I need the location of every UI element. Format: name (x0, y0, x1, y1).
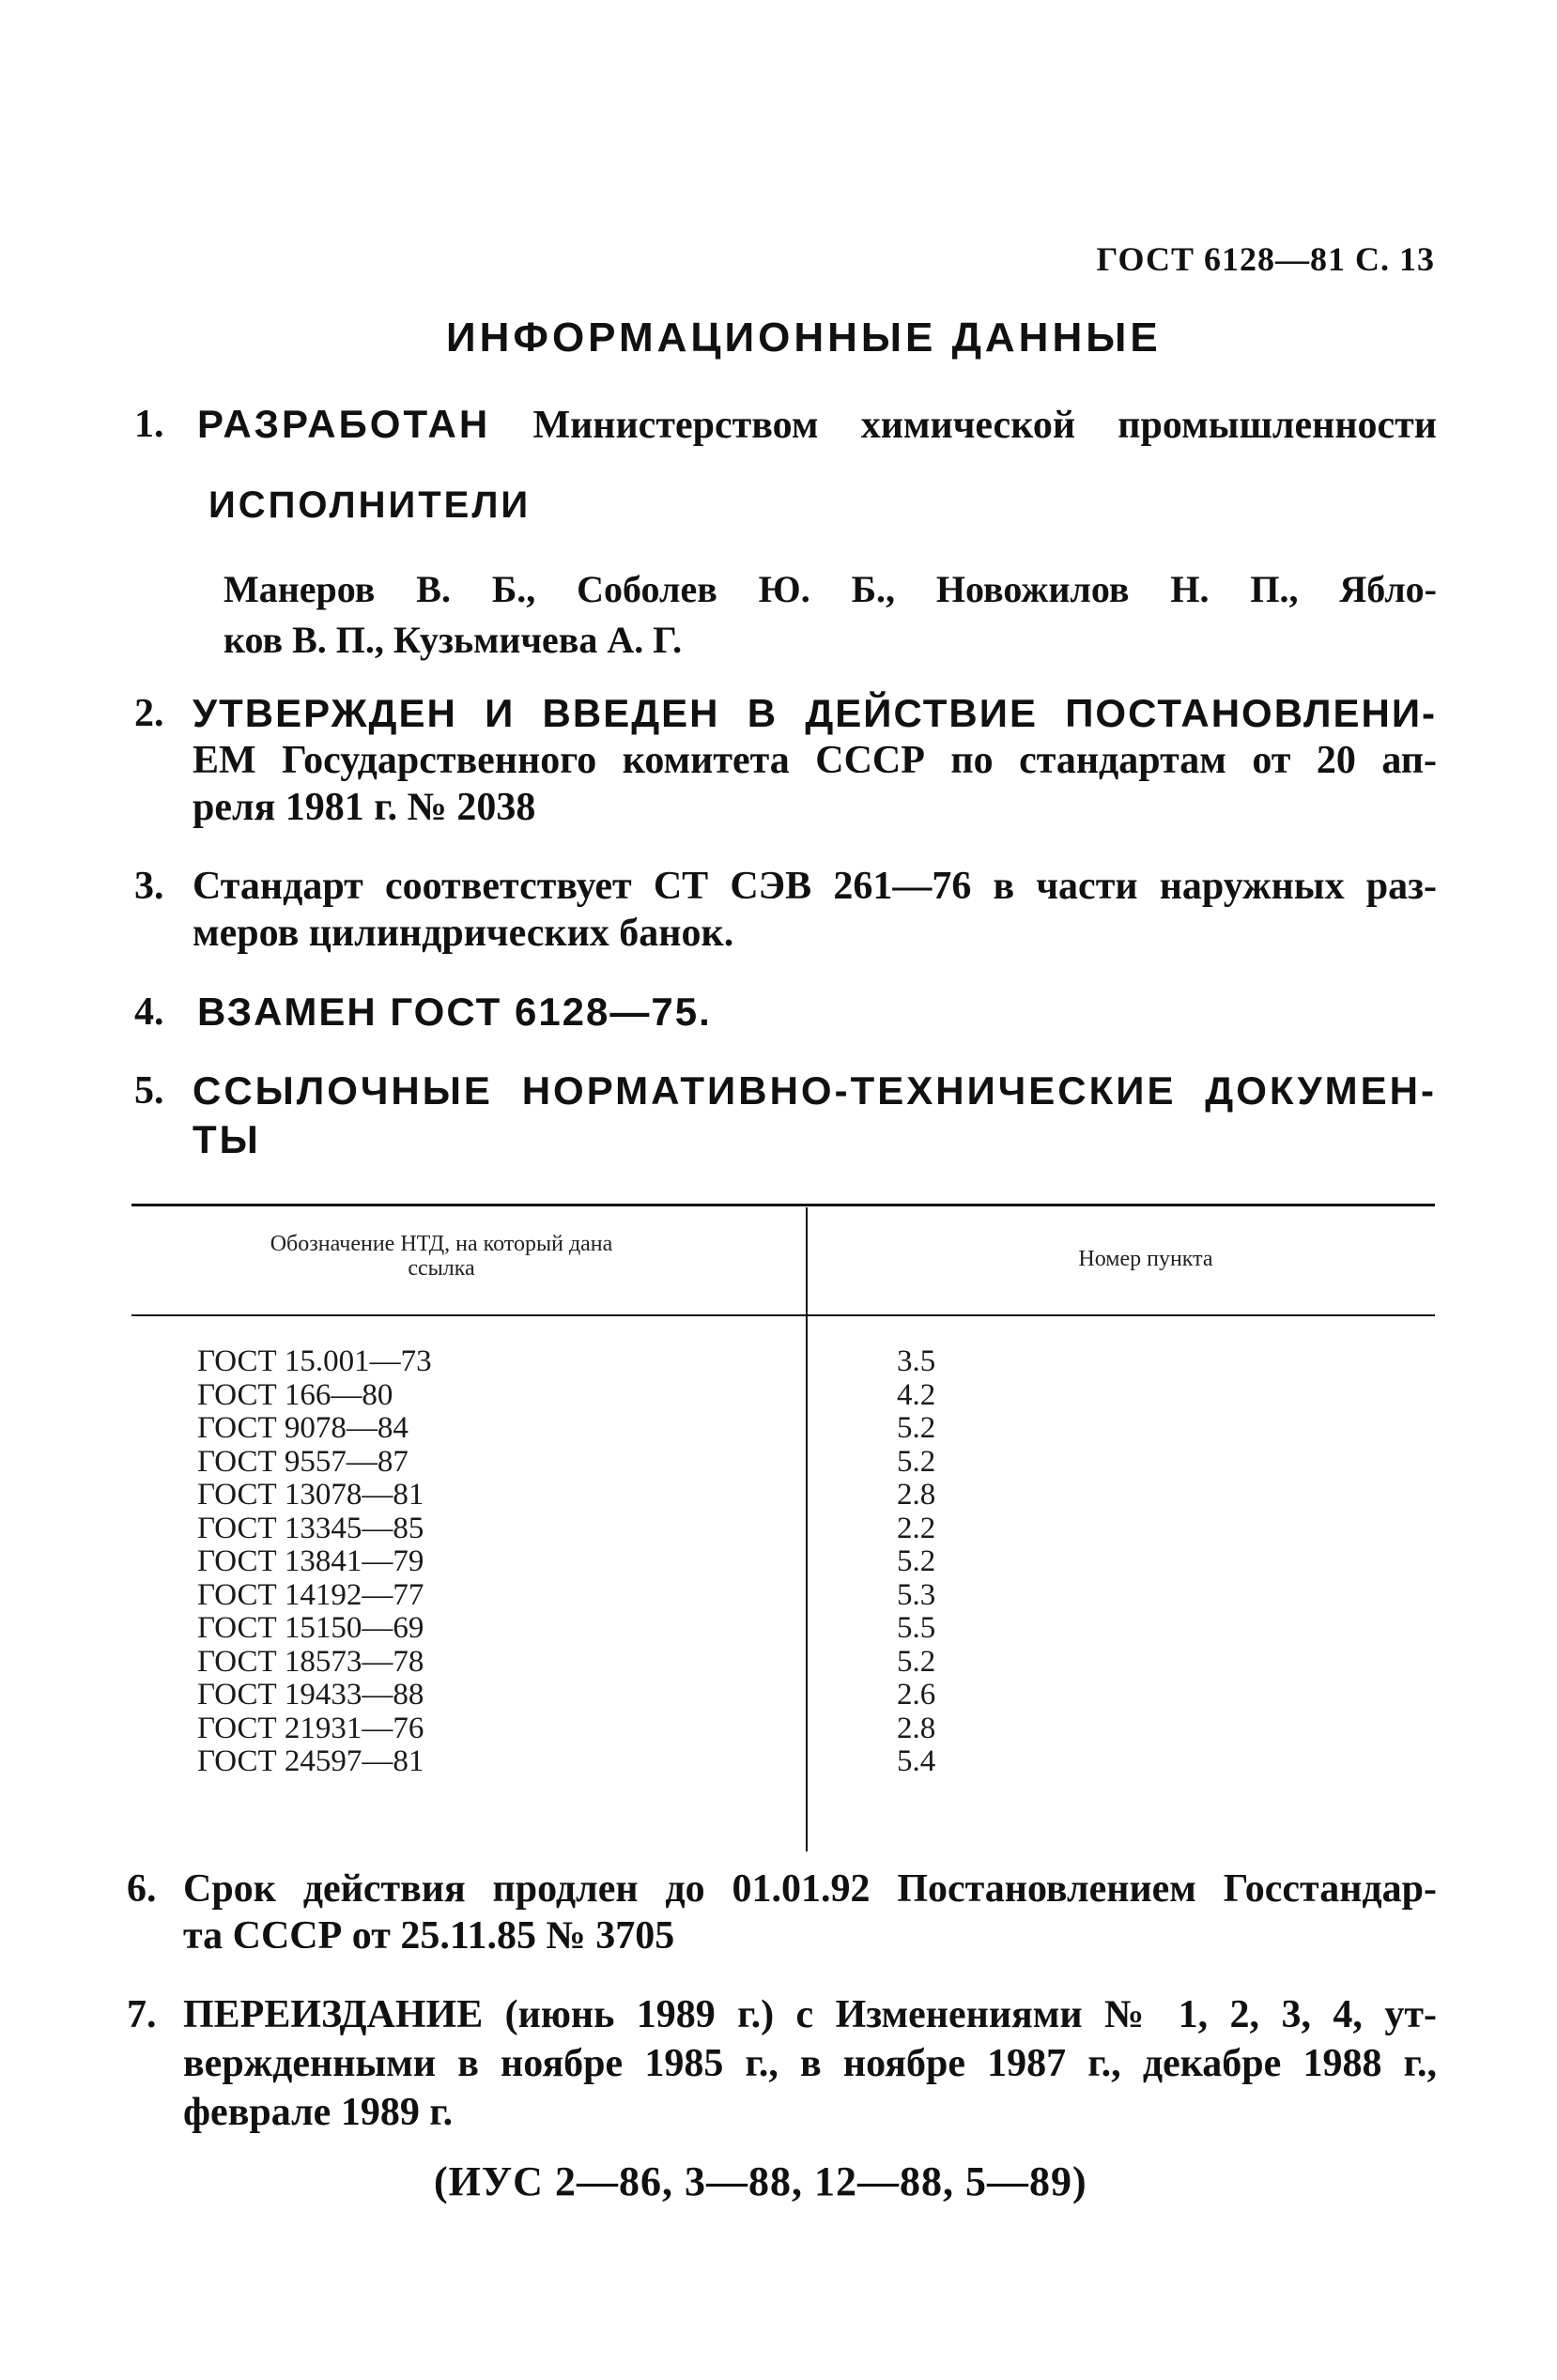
table-row-point: 2.8 (897, 1478, 936, 1512)
item-5-line-1: ССЫЛОЧНЫЕ НОРМАТИВНО-ТЕХНИЧЕСКИЕ ДОКУМЕН- (193, 1068, 1437, 1113)
table-row-doc: ГОСТ 19433—88 (197, 1678, 424, 1712)
item-7-number: 7. (127, 1993, 157, 2036)
table-column-divider (806, 1207, 808, 1851)
item-3-number: 3. (134, 865, 164, 908)
item-5-line-2: ТЫ (193, 1117, 261, 1161)
table-row-point: 5.2 (897, 1544, 936, 1578)
item-6-number: 6. (127, 1867, 157, 1911)
table-row-point: 2.6 (897, 1678, 936, 1712)
table-row-point: 5.2 (897, 1645, 936, 1679)
executors-label: ИСПОЛНИТЕЛИ (208, 484, 532, 526)
table-row-doc: ГОСТ 13078—81 (197, 1478, 424, 1512)
table-row-doc: ГОСТ 18573—78 (197, 1645, 424, 1679)
item-5-number: 5. (134, 1069, 164, 1113)
table-row-point: 5.2 (897, 1445, 936, 1479)
item-1-caps: РАЗРАБОТАН (197, 402, 491, 446)
item-2-number: 2. (134, 692, 164, 735)
table-row-point: 4.2 (897, 1378, 936, 1412)
item-3-line-2: меров цилиндрических банок. (193, 912, 734, 955)
table-row-point: 5.2 (897, 1411, 936, 1445)
page-title: ИНФОРМАЦИОННЫЕ ДАННЫЕ (446, 315, 1162, 361)
table-row-doc: ГОСТ 21931—76 (197, 1712, 424, 1745)
table-row-point: 2.2 (897, 1512, 936, 1545)
table-row-point: 5.4 (897, 1744, 936, 1778)
page-header: ГОСТ 6128—81 С. 13 (1096, 240, 1435, 278)
item-1-number: 1. (134, 403, 164, 446)
item-2-line-3: реля 1981 г. № 2038 (193, 786, 536, 829)
item-1-body: Министерством химической промышленности (532, 404, 1438, 447)
item-3-line-1: Стандарт соответствует СТ СЭВ 261—76 в части наружных раз- (193, 865, 1437, 908)
executors-line-1: Манеров В. Б., Соболев Ю. Б., Новожилов Н. П., Ябло- (224, 568, 1437, 610)
table-col2-header: Номер пункта (1078, 1247, 1213, 1271)
table-row-doc: ГОСТ 9078—84 (197, 1411, 409, 1445)
table-row-doc: ГОСТ 13841—79 (197, 1544, 424, 1578)
table-row-doc: ГОСТ 14192—77 (197, 1578, 424, 1612)
item-6-line-2: та СССР от 25.11.85 № 3705 (183, 1914, 675, 1958)
item-6-line-1: Срок действия продлен до 01.01.92 Постановлением Госстандар- (183, 1867, 1437, 1911)
table-top-rule (131, 1204, 1435, 1206)
footer-ius: (ИУС 2—86, 3—88, 12—88, 5—89) (434, 2158, 1087, 2204)
item-2-line-1: УТВЕРЖДЕН И ВВЕДЕН В ДЕЙСТВИЕ ПОСТАНОВЛЕНИ- (193, 691, 1437, 735)
table-row-doc: ГОСТ 9557—87 (197, 1445, 409, 1479)
item-7-line-1: ПЕРЕИЗДАНИЕ (июнь 1989 г.) с Изменениями № 1, 2, 3, 4, ут- (183, 1993, 1437, 2036)
table-row-doc: ГОСТ 24597—81 (197, 1744, 424, 1778)
item-4-number: 4. (134, 990, 164, 1034)
item-2-line-2: ЕМ Государственного комитета СССР по стандартам от 20 ап- (193, 739, 1437, 782)
executors-line-2: ков В. П., Кузьмичева А. Г. (224, 619, 683, 661)
item-4-text: ВЗАМЕН ГОСТ 6128—75. (197, 990, 712, 1034)
table-col1-header-line-2: ссылка (408, 1256, 475, 1281)
table-col1-header (169, 1232, 714, 1281)
table-row-doc: ГОСТ 15.001—73 (197, 1344, 432, 1378)
table-col1-header-line-1: Обозначение НТД, на который дана (270, 1232, 613, 1256)
table-row-doc: ГОСТ 15150—69 (197, 1611, 424, 1645)
table-row-doc: ГОСТ 166—80 (197, 1378, 393, 1412)
table-header-rule (131, 1314, 1435, 1316)
table-row-point: 3.5 (897, 1344, 936, 1378)
table-row-point: 5.3 (897, 1578, 936, 1612)
item-7-line-2: вержденными в ноябре 1985 г., в ноябре 1987 г., декабре 1988 г., (183, 2042, 1437, 2085)
item-1-text (197, 402, 1437, 448)
table-row-point: 5.5 (897, 1611, 936, 1645)
item-7-line-3: феврале 1989 г. (183, 2091, 454, 2134)
table-row-point: 2.8 (897, 1712, 936, 1745)
table-row-doc: ГОСТ 13345—85 (197, 1512, 424, 1545)
